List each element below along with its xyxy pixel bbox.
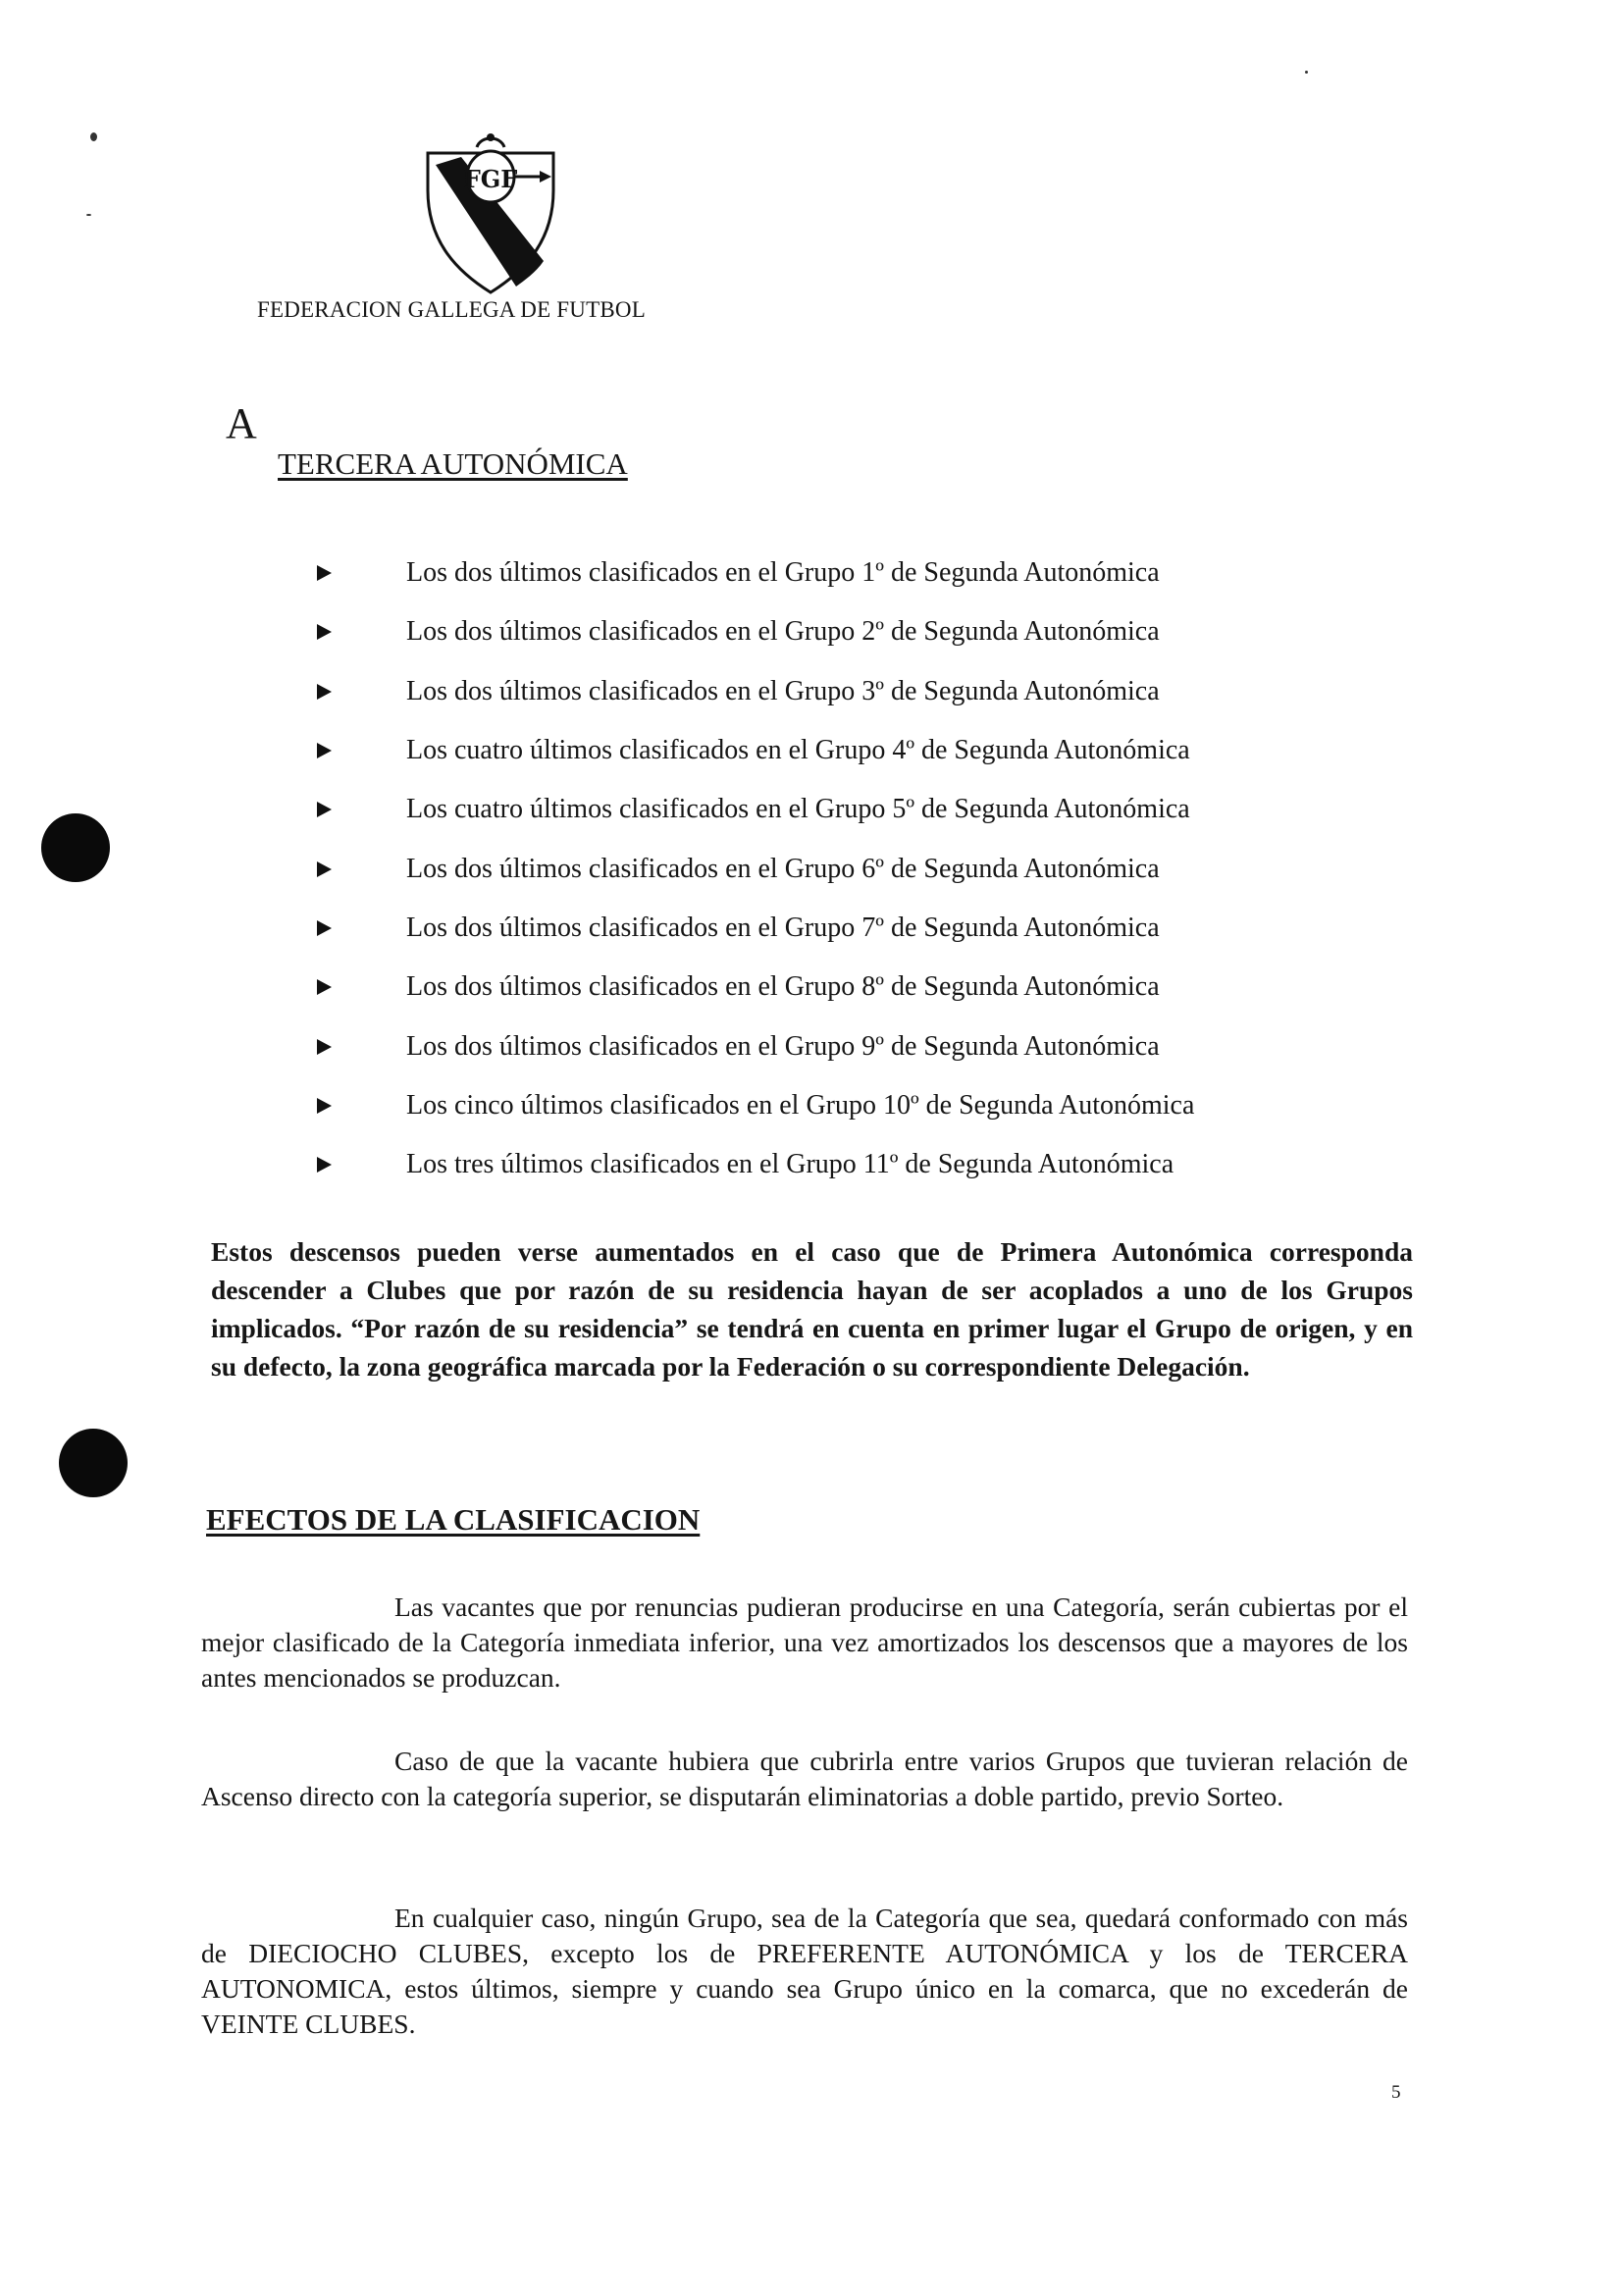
list-item [317,602,1194,661]
bullet-arrow-icon [317,920,332,936]
effects-heading: EFECTOS DE LA CLASIFICACION [206,1502,701,1537]
relegation-list [317,544,1194,1194]
list-item [317,721,1194,780]
effects-paragraph-group-size: En cualquier caso, ningún Grupo, sea de la Categoría que sea, quedará conformado con más de DIECIOCHO CLUBES, excepto los de PREFERENTE AUTONÓMICA y los de TERCERA AUTONOMICA, estos últimos, siempre y cuando sea Grupo único en la comarca, que no excederán de VEINTE CLUBES. [201,1903,1408,2039]
punch-hole-bottom [59,1429,128,1497]
list-item-text: Los cinco últimos clasificados en el Grupo 10º de Segunda Autonómica [406,1089,1195,1121]
page-number: 5 [1391,2082,1401,2103]
bullet-arrow-icon [317,861,332,877]
list-item-text: Los cuatro últimos clasificados en el Grupo 5º de Segunda Autonómica [406,794,1190,825]
federation-name: FEDERACION GALLEGA DE FUTBOL [257,297,646,322]
list-item-text: Los cuatro últimos clasificados en el Grupo 4º de Segunda Autonómica [406,735,1190,766]
list-item [317,780,1194,839]
scan-speck [90,132,97,141]
list-item-text: Los dos últimos clasificados en el Grupo 7º de Segunda Autonómica [406,912,1160,943]
bullet-arrow-icon [317,1157,332,1173]
list-item-text: Los dos últimos clasificados en el Grupo 3º de Segunda Autonómica [406,675,1160,706]
bullet-arrow-icon [317,1039,332,1055]
list-item-text: Los dos últimos clasificados en el Grupo 6º de Segunda Autonómica [406,853,1160,884]
list-item [317,544,1194,602]
scan-speck [86,214,91,216]
bullet-arrow-icon [317,743,332,758]
effects-paragraph-playoffs: Caso de que la vacante hubiera que cubrirla entre varios Grupos que tuvieran relación de Ascenso directo con la categoría superior, se disputarán eliminatorias a doble partido, previo Sorteo. [201,1746,1408,1811]
bullet-arrow-icon [317,624,332,640]
bullet-arrow-icon [317,802,332,817]
list-item-text: Los dos últimos clasificados en el Grupo 8º de Segunda Autonómica [406,971,1160,1003]
list-item [317,1135,1194,1194]
bullet-arrow-icon [317,684,332,700]
bullet-arrow-icon [317,1098,332,1114]
list-item-text: Los dos últimos clasificados en el Grupo 9º de Segunda Autonómica [406,1030,1160,1062]
list-item [317,662,1194,721]
list-item [317,1076,1194,1135]
list-item [317,1017,1194,1075]
list-item [317,958,1194,1017]
bullet-arrow-icon [317,565,332,581]
federation-crest-logo [422,133,559,295]
list-item-text: Los dos últimos clasificados en el Grupo 1º de Segunda Autonómica [406,557,1160,589]
list-item [317,839,1194,898]
punch-hole-top [41,813,110,882]
section-letter: A [226,399,257,447]
scan-speck [1305,71,1308,74]
relegation-note: Estos descensos pueden verse aumentados en el caso que de Primera Autonómica corresponda descender a Clubes que por razón de su residencia hayan de ser acoplados a uno de los Grupos implicados. “Por razón de su residencia” se tendrá en cuenta en primer lugar el Grupo de origen, y en su defecto, la zona geográfica marcada por la Federación o su correspondiente Delegación. [211,1236,1413,1382]
effects-paragraph-vacancies: Las vacantes que por renuncias pudieran producirse en una Categoría, serán cubiertas por el mejor clasificado de la Categoría inmediata inferior, una vez amortizados los descensos que a mayores de los antes mencionados se produzcan. [201,1592,1408,1693]
crest-monogram: FGF [463,165,518,193]
list-item-text: Los dos últimos clasificados en el Grupo 2º de Segunda Autonómica [406,616,1160,648]
bullet-arrow-icon [317,979,332,995]
section-title: TERCERA AUTONÓMICA [278,446,628,481]
list-item-text: Los tres últimos clasificados en el Grupo 11º de Segunda Autonómica [406,1149,1174,1180]
list-item [317,899,1194,958]
